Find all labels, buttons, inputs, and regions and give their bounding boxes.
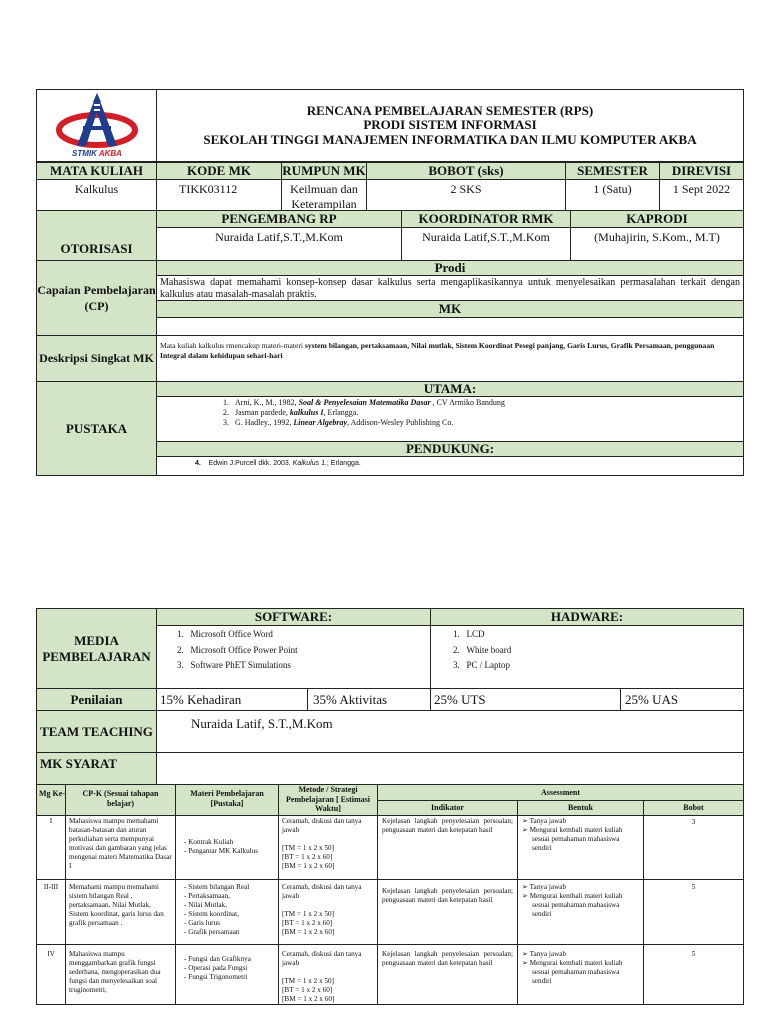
direvisi-value: 1 Sept 2022 xyxy=(659,179,744,211)
team-label: TEAM TEACHING xyxy=(36,710,157,753)
koordinator-header: KOORDINATOR RMK xyxy=(401,210,571,228)
mk-cp-text xyxy=(156,317,744,336)
deskripsi-intro: Mata kuliah kalkulus rmencakup materi-materi xyxy=(160,341,305,350)
utama-item: 2. Jasman pardede, kalkulus I, Erlangga. xyxy=(223,408,359,417)
header-title-cell xyxy=(156,89,744,162)
utama-header: UTAMA: xyxy=(156,381,744,397)
institution-title: SEKOLAH TINGGI MANAJEMEN INFORMATIKA DAN ILMU KOMPUTER AKBA xyxy=(203,132,697,147)
indikator-header: Indikator xyxy=(377,800,518,816)
utama-list xyxy=(156,396,744,442)
software-item: 1. Microsoft Office Word xyxy=(177,629,273,639)
row-metode: Ceramah, diskusi dan tanya jawab [TM = 1 x 2 x 50] [BT = 1 x 2 x 60] [BM = 1 x 2 x 60] xyxy=(278,944,378,1005)
deskripsi-topics: system bilangan, pertaksamaan, Nilai mutlak, Sistem Koordinat Pesegi panjang, Garis Lurus, Grafik Persamaan, penggunaan Integral dalam kehidupan sehari-hari xyxy=(160,341,715,360)
mk-header: MK xyxy=(156,300,744,318)
logo-cell xyxy=(36,89,157,162)
software-item: 3. Software PhET Simulations xyxy=(177,660,291,670)
pendukung-list xyxy=(156,456,744,476)
prodi-title: PRODI SISTEM INFORMASI xyxy=(363,117,537,132)
cpk-header: CP-K (Sesuai tahapan belajar) xyxy=(65,784,176,816)
col-semester: SEMESTER xyxy=(565,162,660,180)
rumpun-mk-value: Keilmuan dan Keterampilan xyxy=(281,179,367,211)
row-indikator: Kejelasan langkah penyelesaian persoalan; penguasaan materi dan ketepatan hasil xyxy=(377,879,518,945)
row-bobot: 5 xyxy=(643,879,744,945)
row-materi: - Kontrak Kuliah - Pengantar MK Kalkulus xyxy=(175,815,279,880)
kaprodi-header: KAPRODI xyxy=(570,210,744,228)
kode-mk-value: TIKK03112 xyxy=(156,179,282,211)
otorisasi-label: OTORISASI xyxy=(36,210,157,261)
prodi-cp-text: Mahasiswa dapat memahami konsep-konsep dasar kalkulus serta mengaplikasikannya untuk menyelesaikan permasalahan terkait dengan kalkulus atau masalah-masalah praktis. xyxy=(156,275,744,301)
deskripsi-text xyxy=(156,335,744,382)
penilaian-uts: 25% UTS xyxy=(430,688,621,711)
mg-header: Mg Ke- xyxy=(36,784,66,816)
penilaian-kehadiran: 15% Kehadiran xyxy=(156,688,308,711)
row-metode: Ceramah, diskusi dan tanya jawab [TM = 1 x 2 x 50] [BT = 1 x 2 x 60] [BM = 1 x 2 x 60] xyxy=(278,879,378,945)
media-label: MEDIA PEMBELAJARAN xyxy=(36,608,157,689)
svg-text:STMIK AKBA: STMIK AKBA xyxy=(72,149,122,158)
penilaian-label: Penilaian xyxy=(36,688,157,711)
pendukung-item: 4. Edwin J.Purcell dkk. 2003. Kalkulus 1.; Erlangga. xyxy=(195,460,361,467)
row-bentuk: ➢ Tanya jawab ➢ Mengurai kembali materi kuliah sesuai pemahaman mahasiswa sendiri xyxy=(517,815,644,880)
kaprodi-value: (Muhajirin, S.Kom., M.T) xyxy=(570,227,744,261)
utama-item: 1. Arni, K., M., 1982, Soal & Penyelesaian Matematika Dasar , CV Armiko Bandung xyxy=(223,398,505,407)
koordinator-value: Nuraida Latif,S.T.,M.Kom xyxy=(401,227,571,261)
bobot-value: 2 SKS xyxy=(366,179,566,211)
row-bobot: 5 xyxy=(643,944,744,1005)
col-kode-mk: KODE MK xyxy=(156,162,282,180)
stmik-akba-logo xyxy=(37,90,156,161)
row-mg: IV xyxy=(36,944,66,1005)
syarat-value xyxy=(156,752,744,785)
row-cpk: Memahami mampu memahami sistem bilangan Real , pertaksamaan, Nilai Mutlak, Sistem koordinat, garis lurus dan grafik persamaan . xyxy=(65,879,176,945)
col-bobot: BOBOT (sks) xyxy=(366,162,566,180)
pengembang-header: PENGEMBANG RP xyxy=(156,210,402,228)
hardware-item: 3. PC / Laptop xyxy=(453,660,511,670)
semester-value: 1 (Satu) xyxy=(565,179,660,211)
utama-item: 3. G. Hadley., 1992, Linear Algebray, Addison-Wesley Publishing Co. xyxy=(223,418,454,427)
row-indikator: Kejelasan langkah penyelesaian persoalan; penguasaan materi dan ketepatan hasil xyxy=(377,944,518,1005)
row-bentuk: ➢ Tanya jawab ➢ Mengurai kembali materi kuliah sesuai pemahaman mahasiswa sendiri xyxy=(517,879,644,945)
col-rumpun-mk: RUMPUN MK xyxy=(282,163,366,178)
pustaka-label: PUSTAKA xyxy=(36,381,157,476)
assessment-header: Assessment xyxy=(377,784,744,801)
row-indikator: Kejelasan langkah penyelesaian persoalan; penguasaan materi dan ketepatan hasil xyxy=(377,815,518,880)
bobot-header: Bobot xyxy=(643,800,744,816)
row-bentuk: ➢ Tanya jawab ➢ Mengurai kembali materi kuliah sesuai pemahaman mahasiswa sendiri xyxy=(517,944,644,1005)
pengembang-value: Nuraida Latif,S.T.,M.Kom xyxy=(156,227,402,261)
col-mata-kuliah: MATA KULIAH xyxy=(36,162,157,180)
prodi-header: Prodi xyxy=(156,260,744,276)
hardware-item: 2. White board xyxy=(453,644,512,655)
syarat-label: MK SYARAT xyxy=(36,752,157,785)
penilaian-aktivitas: 35% Aktivitas xyxy=(307,688,431,711)
software-item: 2. Microsoft Office Power Point xyxy=(177,644,298,655)
row-cpk: Mahasiswa mampu memahami batasan-batasan dan aturan perkuliahan serta mempunyai motivasi dan gambaran yang jelas mengenai materi Matematika Dasar I xyxy=(65,815,176,880)
software-list xyxy=(156,625,431,689)
hardware-header: HADWARE: xyxy=(430,608,744,626)
penilaian-uas: 25% UAS xyxy=(620,688,744,711)
row-mg: II-III xyxy=(36,879,66,945)
pendukung-header: PENDUKUNG: xyxy=(156,441,744,457)
team-value: Nuraida Latif, S.T.,M.Kom xyxy=(156,710,744,753)
hardware-item: 1. LCD xyxy=(453,629,485,639)
hardware-list xyxy=(430,625,744,689)
bentuk-header: Bentuk xyxy=(517,800,644,816)
deskripsi-label: Deskripsi Singkat MK xyxy=(36,335,157,382)
col-direvisi: DIREVISI xyxy=(659,162,744,180)
row-bobot: 3 xyxy=(643,815,744,880)
row-mg: I xyxy=(36,815,66,880)
rps-title: RENCANA PEMBELAJARAN SEMESTER (RPS) xyxy=(306,103,594,118)
mata-kuliah-value: Kalkulus xyxy=(36,179,157,211)
row-metode: Ceramah, diskusi dan tanya jawab [TM = 1 x 2 x 50] [BT = 1 x 2 x 60] [BM = 1 x 2 x 60] xyxy=(278,815,378,880)
capaian-label: Capaian Pembelajaran (CP) xyxy=(36,260,157,336)
row-cpk: Mahasiswa mampu menggambarkan grafik fungsi sederhana, mengoperasikan dua fungsi dan menyelesaikan soal truginometri, xyxy=(65,944,176,1005)
metode-header: Metode / Strategi Pembelajaran [ Estimasi Waktu] xyxy=(278,784,378,816)
software-header: SOFTWARE: xyxy=(156,608,431,626)
materi-header: Materi Pembelajaran [Pustaka] xyxy=(175,784,279,816)
row-materi: - Fungsi dan Grafiknya - Operasi pada Fungsi - Fungsi Trigonometri xyxy=(175,944,279,1005)
row-materi: - Sistem bilangan Real - Pertaksamaan, - Nilai Mutlak, - Sistem koordinat, - Garis lurus - Grafik persamaan xyxy=(175,879,279,945)
